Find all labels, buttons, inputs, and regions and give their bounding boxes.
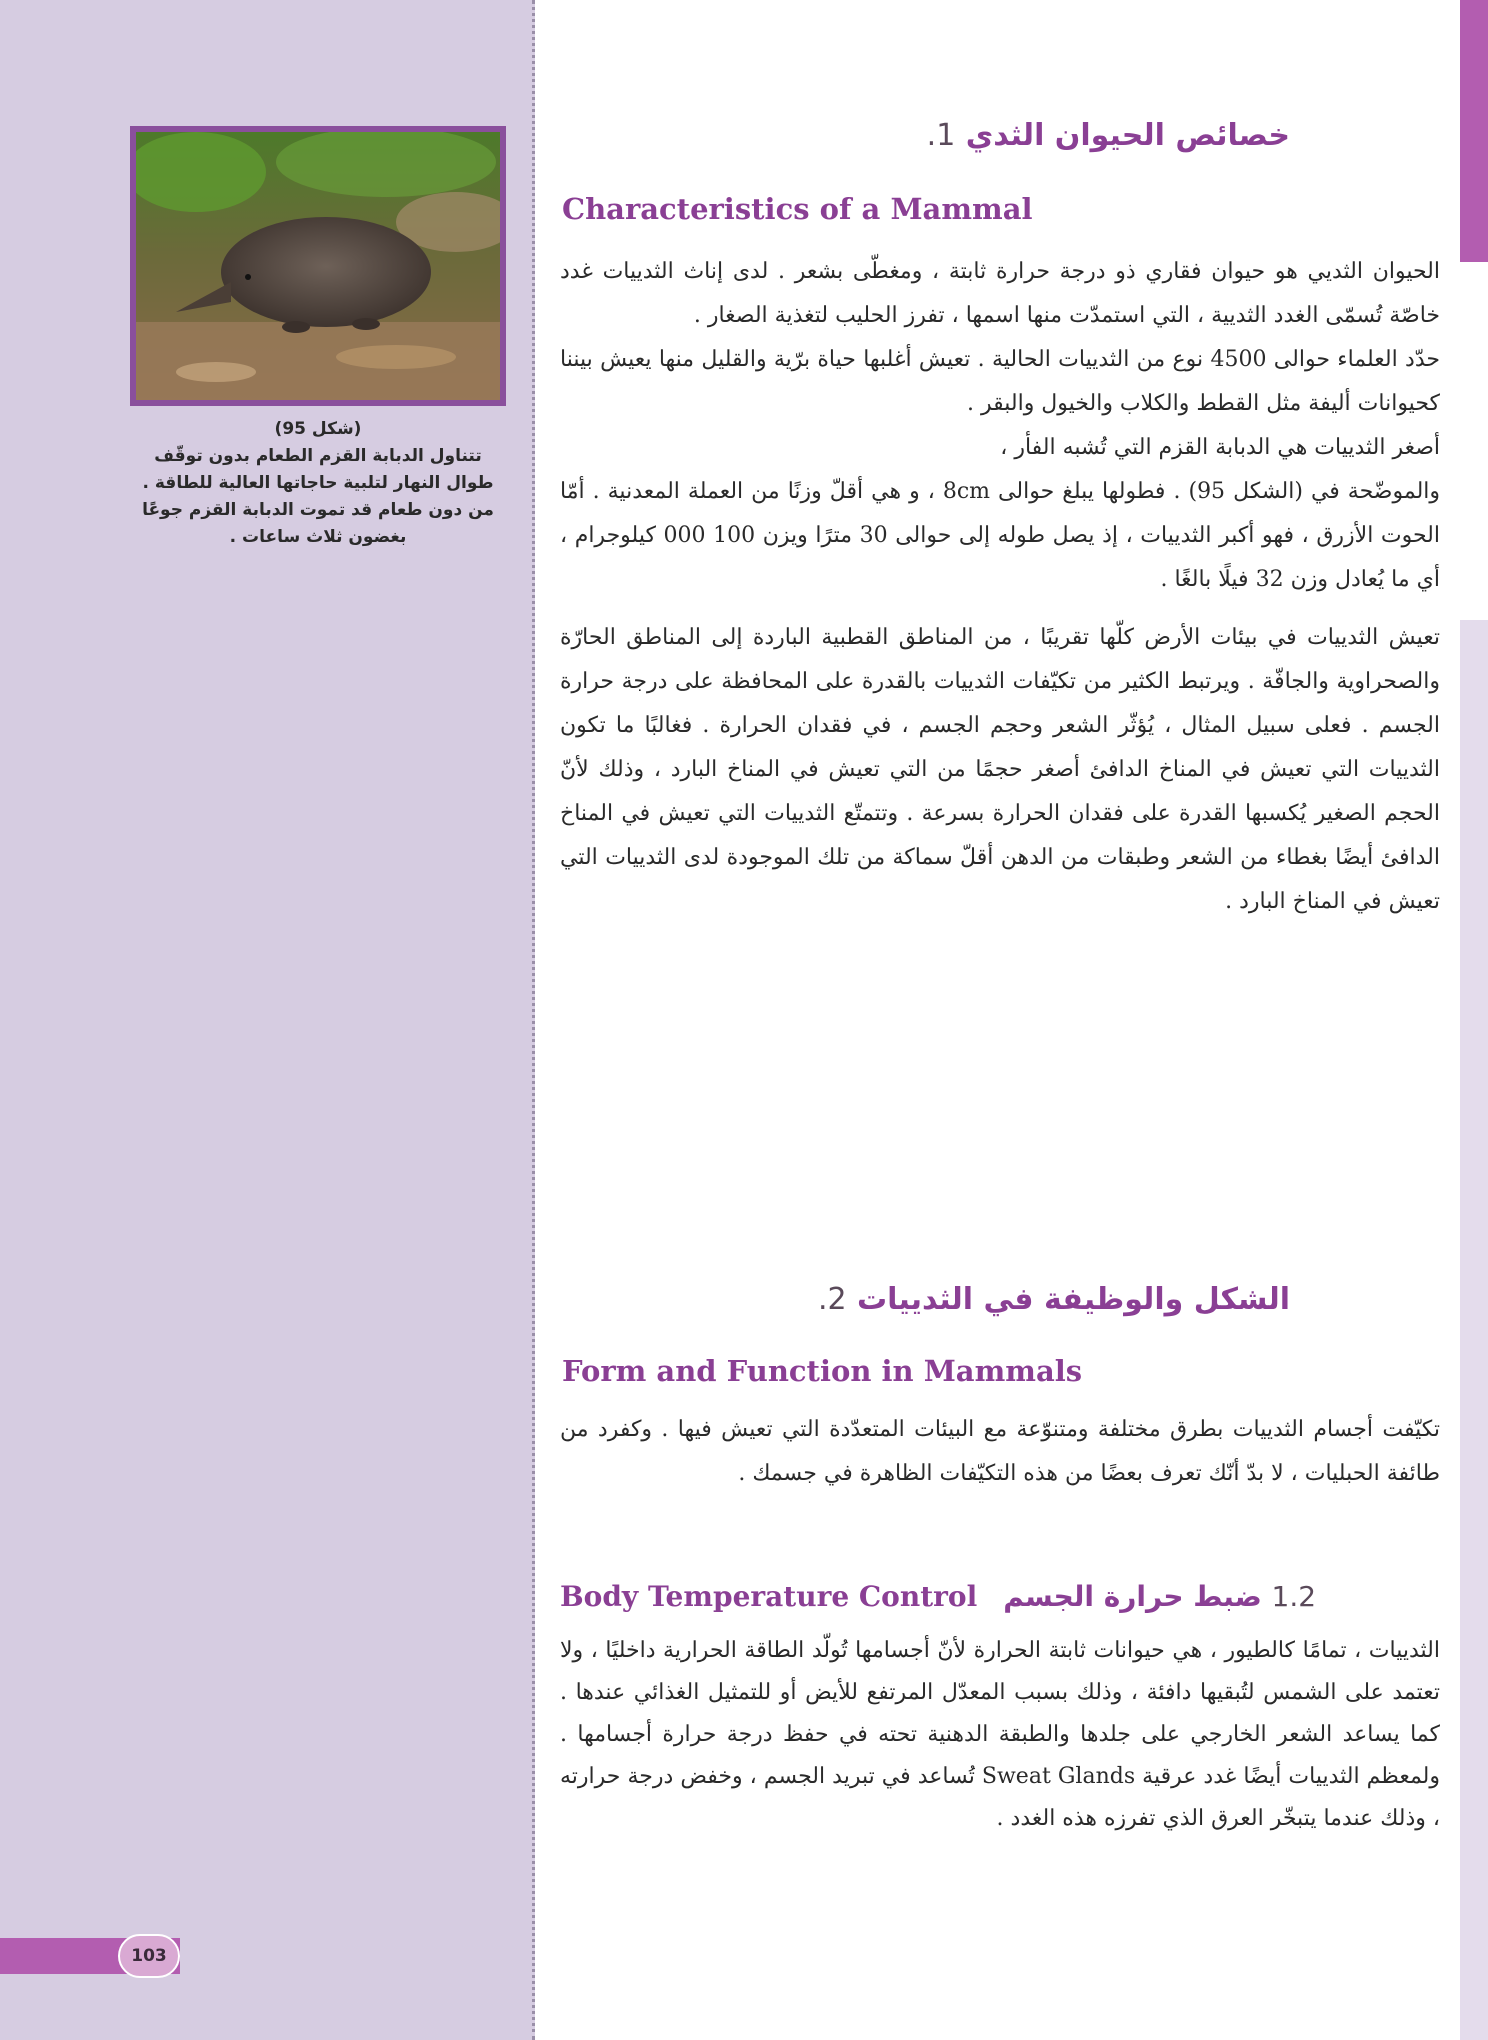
- shrew-photo: [130, 126, 506, 406]
- section1-heading-en: Characteristics of a Mammal: [562, 192, 1033, 226]
- section1-paragraph-4: والموضّحة في (الشكل 95) . فطولها يبلغ حوالى 8cm ، و هي أقلّ وزنًا من العملة المعدنية . أمّا الحوت الأزرق ، فهو أكبر الثدييات ، إذ يصل طوله إلى حوالى 30 مترًا ويزن 100 000 كيلوجرام ، أي ما يُعادل وزن 32 فيلًا بالغًا .: [560, 479, 1441, 592]
- section1-paragraph-1: الحيوان الثديي هو حيوان فقاري ذو درجة حرارة ثابتة ، ومغطّى بشعر . لدى إناث الثدييات غدد خاصّة تُسمّى الغدد الثديية ، التي استمدّت منها اسمها ، تفرز الحليب لتغذية الصغار .: [560, 259, 1440, 328]
- figure-caption-title: (شكل 95): [274, 419, 362, 439]
- figure-caption: [130, 416, 506, 551]
- section21-body: [560, 1630, 1440, 1840]
- section21-title-ar-group: [1003, 1580, 1316, 1613]
- section2-number: 2.: [817, 1282, 847, 1317]
- edge-accent-band: [1460, 0, 1488, 262]
- section1-paragraph-2: حدّد العلماء حوالى 4500 نوع من الثدييات الحالية . تعيش أغلبها حياة برّية والقليل منها يعيش بيننا كحيوانات أليفة مثل القطط والكلاب والخيول والبقر .: [560, 347, 1440, 416]
- section2-title-ar: الشكل والوظيفة في الثدييات: [857, 1282, 1290, 1317]
- section1-paragraph-3: أصغر الثدييات هي الدبابة القزم التي تُشبه الفأر ،: [1000, 435, 1440, 460]
- section2-heading-ar: [560, 1282, 1440, 1317]
- right-edge-strip: [1460, 0, 1488, 2040]
- section2-heading-en: Form and Function in Mammals: [562, 1354, 1083, 1388]
- section21-heading: [560, 1580, 1440, 1613]
- edge-light-band: [1460, 620, 1488, 2040]
- section1-body: [560, 250, 1440, 924]
- shrew-photo-icon: [136, 132, 500, 400]
- main-content: [560, 0, 1440, 2040]
- section1-number: 1.: [926, 118, 956, 153]
- section21-number: 1.2: [1271, 1580, 1317, 1613]
- section1-paragraph-5: تعيش الثدييات في بيئات الأرض كلّها تقريبًا ، من المناطق القطبية الباردة إلى المناطق الحارّة والصحراوية والجافّة . ويرتبط الكثير من تكيّفات الثدييات بالقدرة على المحافظة على درجة حرارة الجسم . فعلى سبيل المثال ، يُؤثّر الشعر وحجم الجسم ، في فقدان الحرارة . فغالبًا ما تكون الثدييات التي تعيش في المناخ الدافئ أصغر حجمًا من التي تعيش في المناخ البارد ، وذلك لأنّ الحجم الصغير يُكسبها القدرة على فقدان الحرارة بسرعة . وتتمتّع الثدييات التي تعيش في المناخ الدافئ أيضًا بغطاء من الشعر وطبقات من الدهن أقلّ سماكة من تلك الموجودة لدى الثدييات التي تعيش في المناخ البارد .: [560, 625, 1440, 914]
- figure-caption-text: تتناول الدبابة القزم الطعام بدون توقّف طوال النهار لتلبية حاجاتها العالية للطاقة . من دون طعام قد تموت الدبابة القزم جوعًا بغضون ثلاث ساعات .: [142, 446, 494, 547]
- section21-title-en: Body Temperature Control: [560, 1580, 978, 1613]
- section2-body: [560, 1408, 1440, 1496]
- section1-title-ar: خصائص الحيوان الثدي: [965, 118, 1290, 153]
- section2-paragraph: تكيّفت أجسام الثدييات بطرق مختلفة ومتنوّعة مع البيئات المتعدّدة التي تعيش فيها . وكفرد من طائفة الحبليات ، لا بدّ أنّك تعرف بعضًا من هذه التكيّفات الظاهرة في جسمك .: [560, 1417, 1440, 1486]
- page-number: 103: [118, 1934, 180, 1978]
- section1-heading-ar: [560, 118, 1440, 153]
- section21-title-ar: ضبط حرارة الجسم: [1003, 1580, 1262, 1613]
- section21-paragraph: الثدييات ، تمامًا كالطيور ، هي حيوانات ثابتة الحرارة لأنّ أجسامها تُولّد الطاقة الحرارية داخليًا ، ولا تعتمد على الشمس لتُبقيها دافئة ، وذلك بسبب المعدّل المرتفع للأيض أو للتمثيل الغذائي عندها . كما يساعد الشعر الخارجي على جلدها والطبقة الدهنية تحته في حفظ درجة حرارة أجسامها . ولمعظم الثدييات أيضًا غدد عرقية Sweat Glands تُساعد في تبريد الجسم ، وخفض درجة حرارته ، وذلك عندما يتبخّر العرق الذي تفرزه هذه الغدد .: [560, 1638, 1440, 1831]
